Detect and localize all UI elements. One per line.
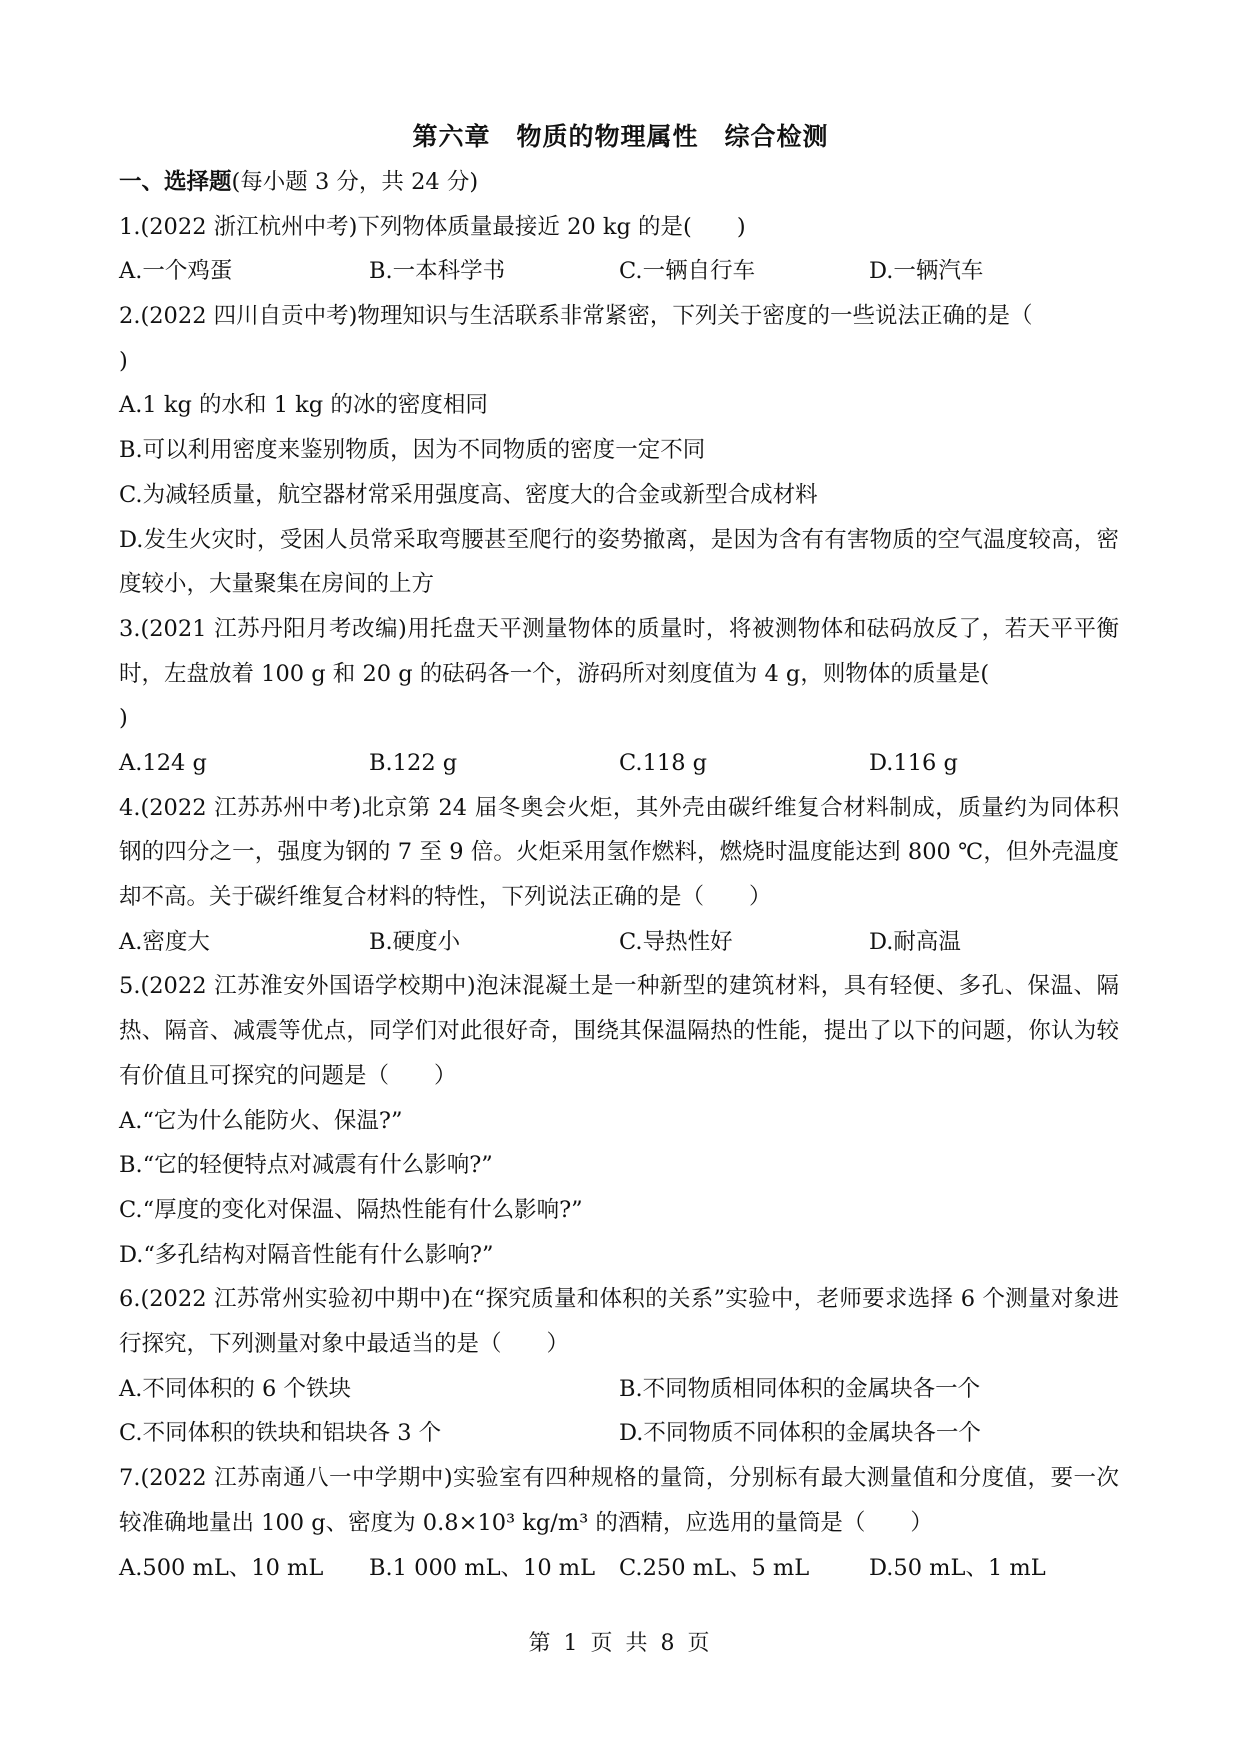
option-c: C.118 g — [619, 750, 708, 776]
section-heading-note: (每小题 3 分，共 24 分) — [231, 169, 479, 195]
question-section — [119, 160, 1119, 1590]
option-d: D.50 mL、1 mL — [869, 1554, 1046, 1581]
option-a: A.不同体积的 6 个铁块 — [119, 1375, 352, 1402]
page-footer: 第 1 页 共 8 页 — [528, 1631, 713, 1656]
option-b: B.不同物质相同体积的金属块各一个 — [619, 1375, 981, 1402]
question-stem-continued: ) — [119, 705, 128, 732]
option-c: C.一辆自行车 — [619, 258, 756, 285]
option-b: B.硬度小 — [369, 928, 461, 955]
option-c: C.为减轻质量，航空器材常采用强度高、密度大的合金或新型合成材料 — [119, 481, 818, 508]
option-c: C.250 mL、5 mL — [619, 1554, 810, 1581]
page-title: 第六章 物质的物理属性 综合检测 — [412, 122, 829, 151]
question-3 — [119, 607, 1119, 786]
question-1 — [119, 205, 1119, 294]
option-row — [119, 1546, 1119, 1591]
option-d: D.“多孔结构对隔音性能有什么影响?” — [119, 1241, 494, 1268]
option-a: A.1 kg 的水和 1 kg 的冰的密度相同 — [119, 392, 488, 419]
option-d: D.不同物质不同体积的金属块各一个 — [619, 1420, 981, 1447]
option-b: B.122 g — [369, 750, 458, 776]
option-a: A.500 mL、10 mL — [119, 1554, 324, 1581]
option-a: A.“它为什么能防火、保温?” — [119, 1107, 403, 1134]
question-stem-continued: ) — [119, 347, 128, 374]
option-a: A.密度大 — [119, 928, 210, 955]
option-row — [119, 741, 1119, 786]
question-stem: 4.(2022 江苏苏州中考)北京第 24 届冬奥会火炬，其外壳由碳纤维复合材料制成，质量约为同体积钢的四分之一，强度为钢的 7 至 9 倍。火炬采用氢作燃料，燃烧时温度能达到 800 ℃，但外壳温度却不高。关于碳纤维复合材料的特性，下列说法正确的是（ ） — [119, 794, 1119, 911]
question-2 — [119, 294, 1119, 607]
option-a: A.124 g — [119, 750, 207, 776]
option-b: B.“它的轻便特点对减震有什么影响?” — [119, 1152, 493, 1179]
section-heading — [119, 160, 1119, 205]
option-row — [119, 1411, 1119, 1456]
question-6 — [119, 1277, 1119, 1456]
question-stem: 5.(2022 江苏淮安外国语学校期中)泡沫混凝土是一种新型的建筑材料，具有轻便、多孔、保温、隔热、隔音、减震等优点，同学们对此很好奇，围绕其保温隔热的性能，提出了以下的问题，你认为较有价值且可探究的问题是（ ） — [119, 973, 1119, 1089]
option-d: D.耐高温 — [869, 928, 961, 955]
option-row — [119, 1367, 1119, 1412]
option-c: C.导热性好 — [619, 928, 733, 955]
option-d: D.116 g — [869, 750, 958, 776]
option-row — [119, 920, 1119, 965]
question-stem: 6.(2022 江苏常州实验初中期中)在“探究质量和体积的关系”实验中，老师要求选择 6 个测量对象进行探究，下列测量对象中最适当的是（ ） — [119, 1286, 1119, 1358]
option-c: C.“厚度的变化对保温、隔热性能有什么影响?” — [119, 1196, 583, 1223]
question-5 — [119, 964, 1119, 1277]
option-d: D.一辆汽车 — [869, 258, 984, 285]
question-stem: 1.(2022 浙江杭州中考)下列物体质量最接近 20 kg 的是( ) — [119, 213, 746, 240]
option-b: B.1 000 mL、10 mL — [369, 1554, 596, 1581]
question-7 — [119, 1456, 1119, 1590]
question-stem: 3.(2021 江苏丹阳月考改编)用托盘天平测量物体的质量时，将被测物体和砝码放反了，若天平平衡时，左盘放着 100 g 和 20 g 的砝码各一个，游码所对刻度值为 4 g，则物体的质量是( — [119, 615, 1119, 687]
option-row — [119, 249, 1119, 294]
option-b: B.可以利用密度来鉴别物质，因为不同物质的密度一定不同 — [119, 437, 706, 464]
option-d: D.发生火灾时，受困人员常采取弯腰甚至爬行的姿势撤离，是因为含有有害物质的空气温度较高，密度较小，大量聚集在房间的上方 — [119, 526, 1119, 598]
question-4 — [119, 786, 1119, 965]
question-stem: 2.(2022 四川自贡中考)物理知识与生活联系非常紧密，下列关于密度的一些说法正确的是（ — [119, 303, 1033, 330]
option-b: B.一本科学书 — [369, 258, 506, 285]
option-c: C.不同体积的铁块和铝块各 3 个 — [119, 1420, 442, 1447]
section-heading-label: 一、选择题 — [119, 169, 232, 195]
option-a: A.一个鸡蛋 — [119, 258, 233, 285]
question-stem: 7.(2022 江苏南通八一中学期中)实验室有四种规格的量筒，分别标有最大测量值和分度值，要一次较准确地量出 100 g、密度为 0.8×10³ kg/m³ 的酒精，应选用的量筒是（ ） — [119, 1465, 1119, 1536]
